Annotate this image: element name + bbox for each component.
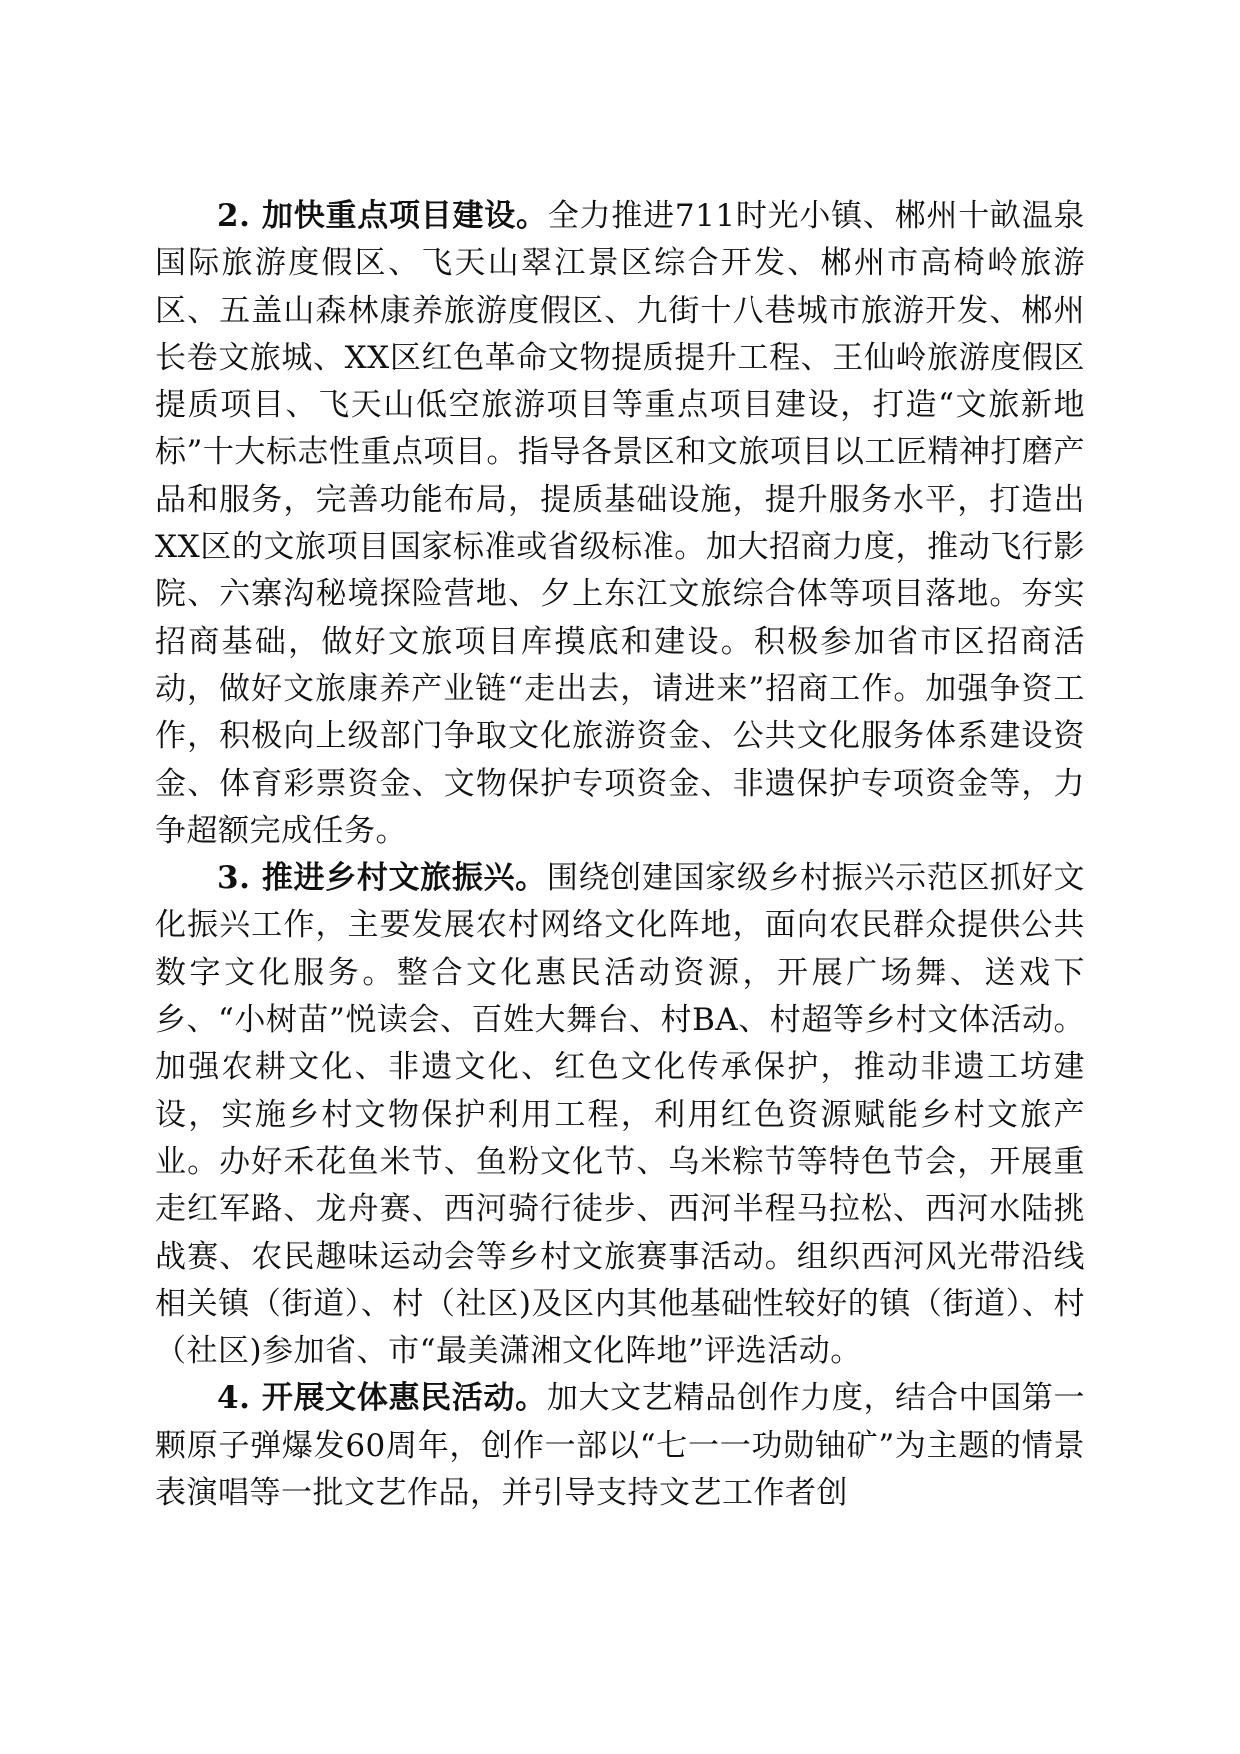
paragraph-key-projects <box>155 193 1085 855</box>
document-body <box>155 193 1085 1517</box>
paragraph-text: 围绕创建国家级乡村振兴示范区抓好文化振兴工作，主要发展农村网络文化阵地，面向农民群众提供公共数字文化服务。整合文化惠民活动资源，开展广场舞、送戏下乡、“小树苗”悦读会、百姓大舞台、村BA、村超等乡村文体活动。加强农耕文化、非遗文化、红色文化传承保护，推动非遗工坊建设，实施乡村文物保护利用工程，利用红色资源赋能乡村文旅产业。办好禾花鱼米节、鱼粉文化节、乌米粽节等特色节会，开展重走红军路、龙舟赛、西河骑行徒步、西河半程马拉松、西河水陆挑战赛、农民趣味运动会等乡村文旅赛事活动。组织西河风光带沿线相关镇（街道）、村（社区)及区内其他基础性较好的镇（街道）、村（社区)参加省、市“最美潇湘文化阵地”评选活动。 <box>155 860 1085 1370</box>
paragraph-cultural-activities <box>155 1375 1085 1517</box>
paragraph-title: 3. 推进乡村文旅振兴。 <box>217 860 547 897</box>
paragraph-title: 2. 加快重点项目建设。 <box>217 198 548 234</box>
paragraph-title: 4. 开展文体惠民活动。 <box>217 1380 547 1417</box>
paragraph-text: 加大文艺精品创作力度，结合中国第一颗原子弹爆发60周年，创作一部以“七一一功勋铀矿”为主题的情景表演唱等一批文艺作品，并引导支持文艺工作者创 <box>155 1380 1085 1512</box>
paragraph-text: 全力推进711时光小镇、郴州十畝温泉国际旅游度假区、飞天山翠江景区综合开发、郴州市高椅岭旅游区、五盖山森林康养旅游度假区、九街十八巷城市旅游开发、郴州长卷文旅城、XX区红色革命文物提质提升工程、王仙岭旅游度假区提质项目、飞天山低空旅游项目等重点项目建设，打造“文旅新地标”十大标志性重点项目。指导各景区和文旅项目以工匠精神打磨产品和服务，完善功能布局，提质基础设施，提升服务水平，打造出XX区的文旅项目国家标准或省级标准。加大招商力度，推动飞行影院、六寨沟秘境探险营地、夕上东江文旅综合体等项目落地。夯实招商基础，做好文旅项目库摸底和建设。积极参加省市区招商活动，做好文旅康养产业链“走出去，请进来”招商工作。加强争资工作，积极向上级部门争取文化旅游资金、公共文化服务体系建设资金、体育彩票资金、文物保护专项资金、非遗保护专项资金等，力争超额完成任务。 <box>155 198 1085 849</box>
paragraph-rural-revitalization <box>155 855 1085 1375</box>
